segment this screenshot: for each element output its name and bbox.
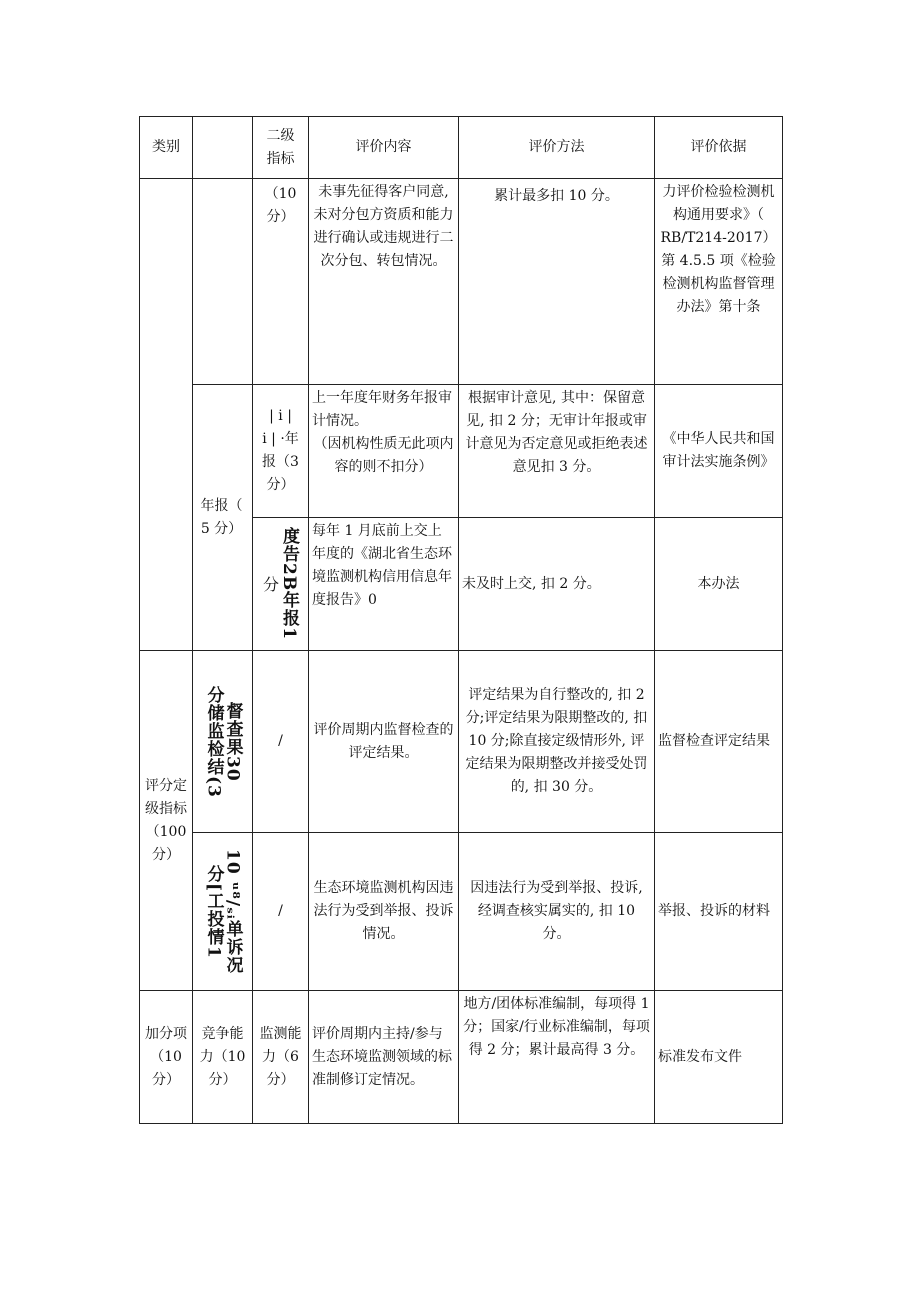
category-bonus: 加分项 （10 分） [140,991,193,1124]
second-level-cell: 监测能 力（6 分） [253,991,309,1124]
header-basis: 评价依据 [655,117,783,179]
basis-cell: 标准发布文件 [655,991,783,1124]
content-cell: 未事先征得客户同意,未对分包方资质和能力进行确认或违规进行二次分包、转包情况。 [309,179,459,385]
table-row [140,651,783,833]
header-category: 类别 [140,117,193,179]
content-main: 上一年度年财务年报审计情况。 [312,390,452,429]
basis-cell: 力评价检验检测机构通用要求》（ RB/T214-2017）第 4.5.5 项《检验检测机构监督管理办法》第十条 [655,179,783,385]
content-note: （因机构性质无此项内容的则不扣分） [313,436,454,475]
second-level-cell: | i | i | ·年 报（3 分） [253,385,309,518]
basis-cell: 《中华人民共和国审计法实施条例》 [655,385,783,518]
basis-cell: 本办法 [655,518,783,651]
second-level-vertical-text: 度告2B年报1 [279,527,299,641]
category-scoring: 评分定 级指标 （100 分） [140,651,193,991]
content-cell: 每年 1 月底前上交上年度的《湖北省生态环境监测机构信用信息年度报告》0 [309,518,459,651]
table-row [140,833,783,991]
header-first-level [193,117,253,179]
second-level-cell [253,518,309,651]
first-level-annual-report: 年报（ 5 分） [193,385,253,651]
table-row [140,385,783,518]
basis-cell: 举报、投诉的材料 [655,833,783,991]
second-level-cell: / [253,651,309,833]
evaluation-table [139,116,783,1124]
second-level-cell: （10 分） [253,179,309,385]
method-cell: 未及时上交, 扣 2 分。 [459,518,655,651]
first-level-cell [193,651,253,833]
first-level-vertical-right: 10 ᵘ⁸/ₛᵢ单诉况 [222,849,243,974]
table-row [140,991,783,1124]
first-level-vertical-left: 分储监检结(3 [203,685,224,798]
content-cell: 评价周期内监督检查的评定结果。 [309,651,459,833]
category-cell-empty [140,179,193,651]
first-level-cell [193,833,253,991]
content-cell: 评价周期内主持/参与生态环境监测领域的标准制修订定情况。 [309,991,459,1124]
header-content: 评价内容 [309,117,459,179]
method-cell: 评定结果为自行整改的, 扣 2 分;评定结果为限期整改的, 扣 10 分;除直接定级情形外, 评定结果为限期整改并接受处罚的, 扣 30 分。 [459,651,655,833]
content-cell [309,385,459,518]
content-cell: 生态环境监测机构因违法行为受到举报、投诉情况。 [309,833,459,991]
header-method: 评价方法 [459,117,655,179]
method-cell: 因违法行为受到举报、投诉, 经调查核实属实的, 扣 10 分。 [459,833,655,991]
first-level-cell: 竞争能 力（10 分） [193,991,253,1124]
basis-cell: 监督检查评定结果 [655,651,783,833]
method-cell: 地方/团体标准编制，每项得 1 分；国家/行业标准编制，每项得 2 分；累计最高得 3 分。 [459,991,655,1124]
header-second-level: 二级 指标 [253,117,309,179]
method-cell: 根据审计意见, 其中：保留意见, 扣 2 分；无审计年报或审计意见为否定意见或拒绝表述意见扣 3 分。 [459,385,655,518]
table-row [140,179,783,385]
header-row [140,117,783,179]
first-level-cell-empty [193,179,253,385]
second-level-left-text: 分 [262,574,279,594]
first-level-vertical-right: 督查果30 [222,701,243,782]
second-level-cell: / [253,833,309,991]
method-cell: 累计最多扣 10 分。 [459,179,655,385]
first-level-vertical-left: 分[工投情1 [203,864,224,959]
